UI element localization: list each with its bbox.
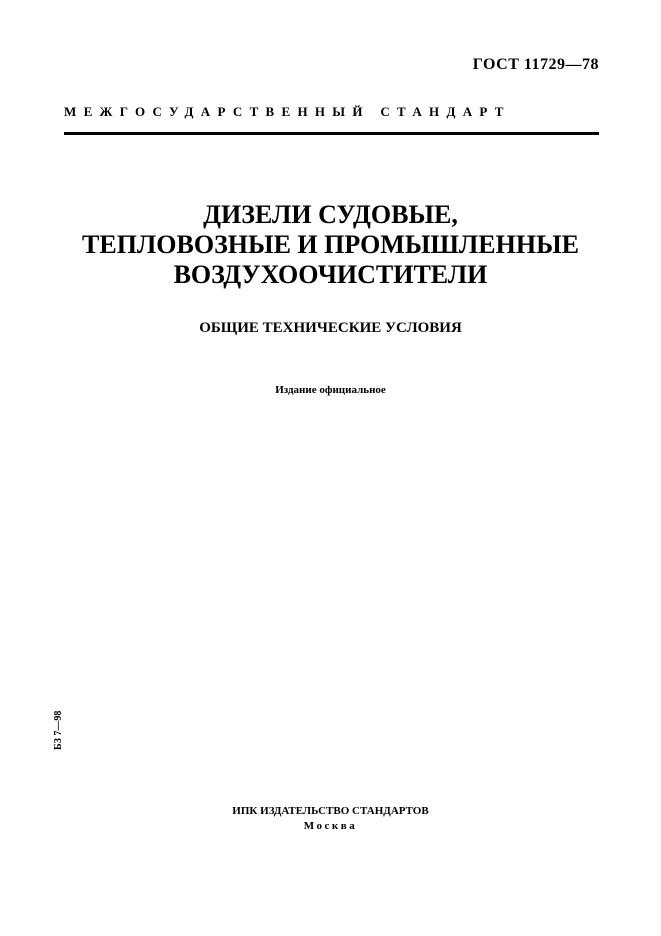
document-title [0, 200, 661, 290]
header-divider [64, 132, 599, 135]
standard-type-heading: МЕЖГОСУДАРСТВЕННЫЙ СТАНДАРТ [64, 104, 511, 119]
publisher-city: Москва [303, 820, 358, 832]
publisher-name: ИПК ИЗДАТЕЛЬСТВО СТАНДАРТОВ [232, 805, 429, 817]
title-line-1: ДИЗЕЛИ СУДОВЫЕ, [203, 200, 458, 229]
title-line-2: ТЕПЛОВОЗНЫЕ И ПРОМЫШЛЕННЫЕ [82, 230, 579, 259]
side-code: БЗ 7—98 [53, 710, 64, 750]
edition-note: Издание официальное [275, 384, 386, 396]
title-line-3: ВОЗДУХООЧИСТИТЕЛИ [173, 260, 488, 289]
document-subtitle: ОБЩИЕ ТЕХНИЧЕСКИЕ УСЛОВИЯ [199, 320, 462, 336]
gost-number: ГОСТ 11729—78 [472, 56, 599, 73]
